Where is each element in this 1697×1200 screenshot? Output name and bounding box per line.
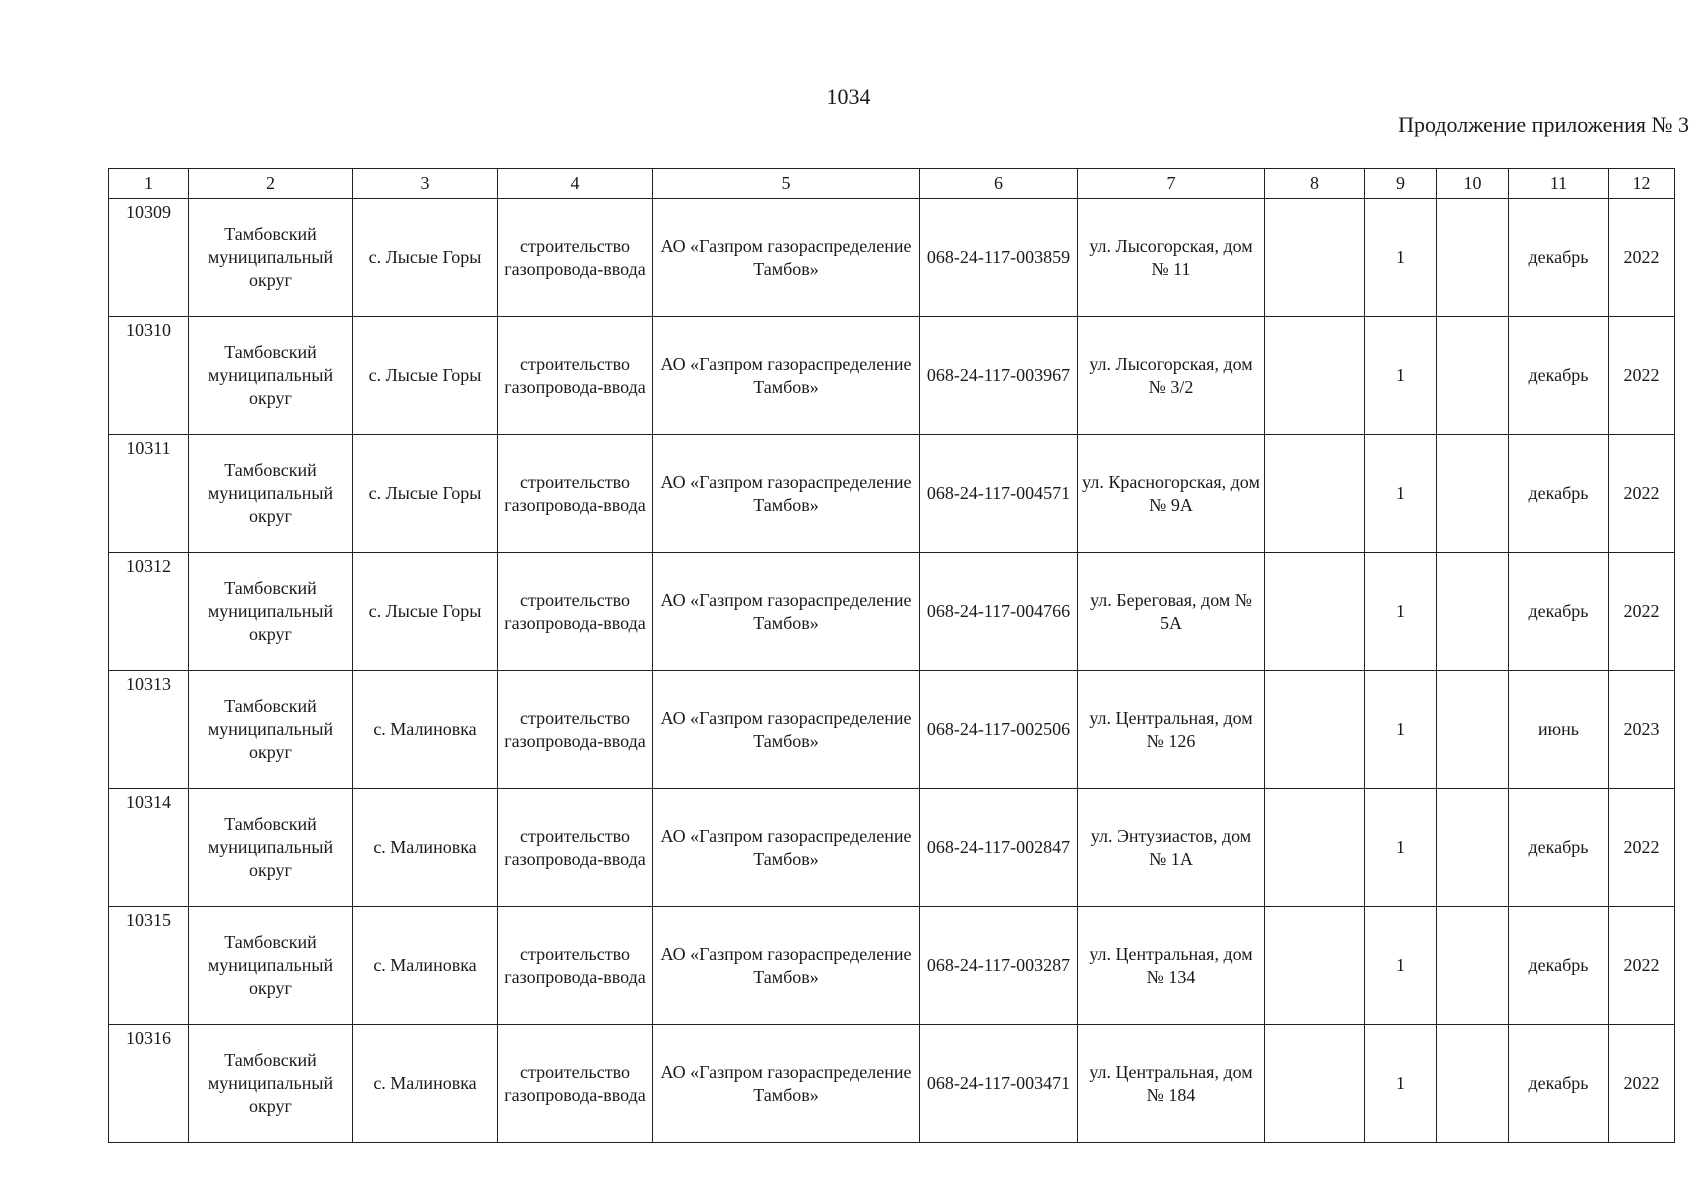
cell-district: Тамбовский муниципальный округ <box>189 199 353 317</box>
column-header: 11 <box>1509 169 1609 199</box>
cell-district: Тамбовский муниципальный округ <box>189 789 353 907</box>
cell-organization: АО «Газпром газораспределение Тамбов» <box>653 553 920 671</box>
cell-col-9: 1 <box>1365 1025 1437 1143</box>
cell-month: декабрь <box>1509 907 1609 1025</box>
cell-col-8 <box>1265 671 1365 789</box>
cell-work-type: строительство газопровода-ввода <box>498 199 653 317</box>
cell-col-9: 1 <box>1365 553 1437 671</box>
cell-col-9: 1 <box>1365 435 1437 553</box>
cell-organization: АО «Газпром газораспределение Тамбов» <box>653 1025 920 1143</box>
cell-month: декабрь <box>1509 317 1609 435</box>
cell-col-8 <box>1265 199 1365 317</box>
table-body <box>109 199 1675 1143</box>
cell-month: декабрь <box>1509 789 1609 907</box>
cell-address: ул. Центральная, дом № 126 <box>1078 671 1265 789</box>
cell-district: Тамбовский муниципальный округ <box>189 553 353 671</box>
cell-col-9: 1 <box>1365 671 1437 789</box>
cell-address: ул. Центральная, дом № 184 <box>1078 1025 1265 1143</box>
cell-year: 2022 <box>1609 553 1675 671</box>
column-header: 6 <box>920 169 1078 199</box>
cell-month: июнь <box>1509 671 1609 789</box>
cell-address: ул. Береговая, дом № 5А <box>1078 553 1265 671</box>
cell-settlement: с. Лысые Горы <box>353 317 498 435</box>
cell-object-code: 068-24-117-003967 <box>920 317 1078 435</box>
column-header: 10 <box>1437 169 1509 199</box>
cell-col-8 <box>1265 553 1365 671</box>
cell-number: 10309 <box>109 199 189 317</box>
cell-address: ул. Центральная, дом № 134 <box>1078 907 1265 1025</box>
column-header: 5 <box>653 169 920 199</box>
cell-col-10 <box>1437 553 1509 671</box>
cell-work-type: строительство газопровода-ввода <box>498 789 653 907</box>
cell-object-code: 068-24-117-003859 <box>920 199 1078 317</box>
table-row <box>109 789 1675 907</box>
cell-year: 2022 <box>1609 1025 1675 1143</box>
cell-col-8 <box>1265 907 1365 1025</box>
cell-settlement: с. Лысые Горы <box>353 435 498 553</box>
cell-work-type: строительство газопровода-ввода <box>498 671 653 789</box>
cell-address: ул. Лысогорская, дом № 11 <box>1078 199 1265 317</box>
cell-month: декабрь <box>1509 435 1609 553</box>
cell-settlement: с. Малиновка <box>353 789 498 907</box>
cell-settlement: с. Лысые Горы <box>353 199 498 317</box>
cell-month: декабрь <box>1509 553 1609 671</box>
cell-col-9: 1 <box>1365 789 1437 907</box>
cell-address: ул. Красногорская, дом № 9А <box>1078 435 1265 553</box>
column-header: 2 <box>189 169 353 199</box>
cell-work-type: строительство газопровода-ввода <box>498 907 653 1025</box>
cell-number: 10314 <box>109 789 189 907</box>
cell-year: 2022 <box>1609 789 1675 907</box>
table-row <box>109 671 1675 789</box>
cell-district: Тамбовский муниципальный округ <box>189 435 353 553</box>
cell-year: 2022 <box>1609 435 1675 553</box>
cell-number: 10313 <box>109 671 189 789</box>
cell-object-code: 068-24-117-002506 <box>920 671 1078 789</box>
cell-year: 2023 <box>1609 671 1675 789</box>
cell-number: 10310 <box>109 317 189 435</box>
cell-col-10 <box>1437 671 1509 789</box>
cell-col-10 <box>1437 317 1509 435</box>
appendix-continuation-note: Продолжение приложения № 3 <box>1398 112 1689 137</box>
cell-address: ул. Лысогорская, дом № 3/2 <box>1078 317 1265 435</box>
cell-work-type: строительство газопровода-ввода <box>498 553 653 671</box>
cell-settlement: с. Лысые Горы <box>353 553 498 671</box>
column-header: 8 <box>1265 169 1365 199</box>
column-number-row <box>109 169 1675 199</box>
cell-number: 10311 <box>109 435 189 553</box>
cell-work-type: строительство газопровода-ввода <box>498 435 653 553</box>
table-header <box>109 169 1675 199</box>
cell-number: 10312 <box>109 553 189 671</box>
cell-district: Тамбовский муниципальный округ <box>189 907 353 1025</box>
table-row <box>109 317 1675 435</box>
cell-address: ул. Энтузиастов, дом № 1А <box>1078 789 1265 907</box>
cell-organization: АО «Газпром газораспределение Тамбов» <box>653 671 920 789</box>
table-row <box>109 1025 1675 1143</box>
cell-organization: АО «Газпром газораспределение Тамбов» <box>653 435 920 553</box>
table-row <box>109 907 1675 1025</box>
cell-district: Тамбовский муниципальный округ <box>189 317 353 435</box>
cell-col-9: 1 <box>1365 317 1437 435</box>
column-header: 9 <box>1365 169 1437 199</box>
cell-year: 2022 <box>1609 907 1675 1025</box>
column-header: 7 <box>1078 169 1265 199</box>
cell-settlement: с. Малиновка <box>353 1025 498 1143</box>
cell-organization: АО «Газпром газораспределение Тамбов» <box>653 317 920 435</box>
cell-col-8 <box>1265 789 1365 907</box>
column-header: 3 <box>353 169 498 199</box>
cell-number: 10316 <box>109 1025 189 1143</box>
column-header: 12 <box>1609 169 1675 199</box>
cell-col-10 <box>1437 907 1509 1025</box>
cell-month: декабрь <box>1509 199 1609 317</box>
column-header: 1 <box>109 169 189 199</box>
cell-object-code: 068-24-117-003471 <box>920 1025 1078 1143</box>
cell-organization: АО «Газпром газораспределение Тамбов» <box>653 199 920 317</box>
column-header: 4 <box>498 169 653 199</box>
page-number: 1034 <box>826 84 871 109</box>
table-row <box>109 199 1675 317</box>
cell-district: Тамбовский муниципальный округ <box>189 1025 353 1143</box>
cell-year: 2022 <box>1609 317 1675 435</box>
cell-settlement: с. Малиновка <box>353 671 498 789</box>
cell-work-type: строительство газопровода-ввода <box>498 1025 653 1143</box>
cell-col-10 <box>1437 789 1509 907</box>
table-row <box>109 553 1675 671</box>
cell-object-code: 068-24-117-002847 <box>920 789 1078 907</box>
cell-district: Тамбовский муниципальный округ <box>189 671 353 789</box>
cell-number: 10315 <box>109 907 189 1025</box>
cell-col-10 <box>1437 435 1509 553</box>
cell-year: 2022 <box>1609 199 1675 317</box>
cell-object-code: 068-24-117-004571 <box>920 435 1078 553</box>
cell-organization: АО «Газпром газораспределение Тамбов» <box>653 789 920 907</box>
cell-col-8 <box>1265 1025 1365 1143</box>
cell-work-type: строительство газопровода-ввода <box>498 317 653 435</box>
cell-object-code: 068-24-117-004766 <box>920 553 1078 671</box>
cell-col-9: 1 <box>1365 199 1437 317</box>
cell-organization: АО «Газпром газораспределение Тамбов» <box>653 907 920 1025</box>
table-row <box>109 435 1675 553</box>
cell-month: декабрь <box>1509 1025 1609 1143</box>
cell-col-8 <box>1265 435 1365 553</box>
cell-col-9: 1 <box>1365 907 1437 1025</box>
register-table <box>108 168 1675 1143</box>
cell-col-10 <box>1437 199 1509 317</box>
cell-col-8 <box>1265 317 1365 435</box>
cell-settlement: с. Малиновка <box>353 907 498 1025</box>
cell-object-code: 068-24-117-003287 <box>920 907 1078 1025</box>
cell-col-10 <box>1437 1025 1509 1143</box>
